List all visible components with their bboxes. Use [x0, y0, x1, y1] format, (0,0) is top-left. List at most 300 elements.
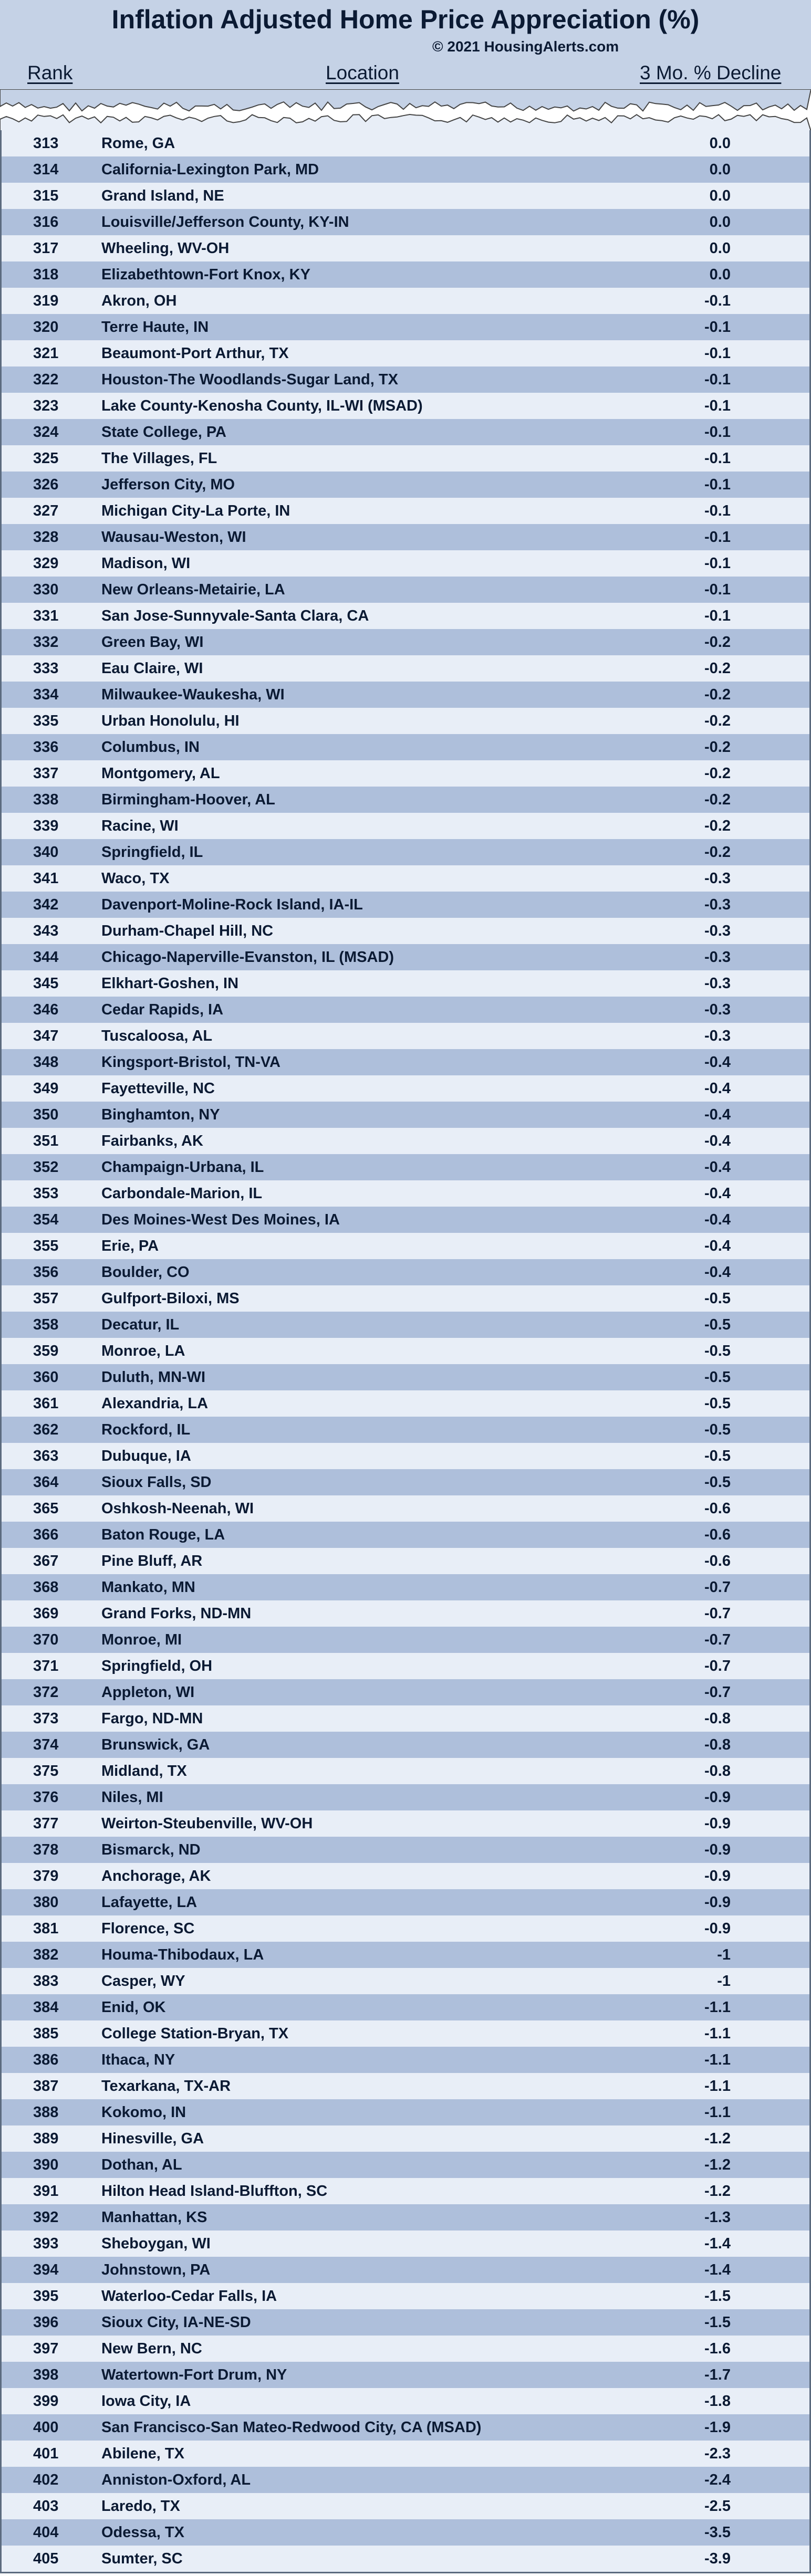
decline-cell: -0.1 — [704, 371, 731, 388]
decline-cell: -0.1 — [704, 292, 731, 309]
decline-cell: -0.3 — [704, 1001, 731, 1018]
table-row — [2, 603, 809, 629]
decline-cell: -1.1 — [704, 2025, 731, 2042]
location-cell: Lake County-Kenosha County, IL-WI (MSAD) — [101, 397, 423, 414]
decline-cell: -0.1 — [704, 319, 731, 336]
location-cell: Gulfport-Biloxi, MS — [101, 1290, 240, 1307]
rank-cell: 339 — [33, 818, 59, 834]
rank-cell: 322 — [33, 371, 59, 388]
rank-cell: 349 — [33, 1080, 59, 1097]
rank-cell: 365 — [33, 1500, 59, 1517]
table-row — [2, 1679, 809, 1705]
table-row — [2, 235, 809, 261]
table-row — [2, 1548, 809, 1574]
decline-cell: -0.1 — [704, 555, 731, 572]
decline-cell: -0.7 — [704, 1605, 731, 1622]
decline-cell: -0.9 — [704, 1841, 731, 1858]
table-row — [2, 1023, 809, 1049]
decline-cell: -0.5 — [704, 1474, 731, 1491]
table-row — [2, 366, 809, 393]
table-row — [2, 1102, 809, 1128]
table-row — [2, 1338, 809, 1364]
location-cell: Hinesville, GA — [101, 2130, 204, 2147]
table-row — [2, 1574, 809, 1600]
location-cell: Milwaukee-Waukesha, WI — [101, 686, 285, 703]
location-cell: Midland, TX — [101, 1763, 187, 1779]
decline-cell: -1.9 — [704, 2419, 731, 2436]
location-cell: Manhattan, KS — [101, 2209, 207, 2226]
rank-cell: 347 — [33, 1028, 59, 1044]
table-row — [2, 1522, 809, 1548]
location-cell: Rockford, IL — [101, 1421, 191, 1438]
rank-cell: 355 — [33, 1238, 59, 1254]
table-row — [2, 1259, 809, 1285]
location-cell: Davenport-Moline-Rock Island, IA-IL — [101, 896, 363, 913]
rank-cell: 374 — [33, 1736, 59, 1753]
rank-cell: 329 — [33, 555, 59, 572]
location-cell: Tuscaloosa, AL — [101, 1028, 213, 1044]
location-cell: Champaign-Urbana, IL — [101, 1159, 264, 1176]
decline-cell: -1.5 — [704, 2314, 731, 2331]
rank-cell: 320 — [33, 319, 59, 336]
table-row — [2, 760, 809, 787]
rank-cell: 315 — [33, 187, 59, 204]
decline-cell: -0.4 — [704, 1211, 731, 1228]
location-cell: Lafayette, LA — [101, 1894, 197, 1911]
location-cell: Monroe, MI — [101, 1631, 182, 1648]
rank-cell: 351 — [33, 1133, 59, 1149]
table-row — [2, 1705, 809, 1732]
location-cell: Bismarck, ND — [101, 1841, 201, 1858]
table-row — [2, 2493, 809, 2519]
location-cell: Florence, SC — [101, 1920, 195, 1937]
torn-edge-divider — [0, 89, 811, 131]
rank-cell: 384 — [33, 1999, 59, 2016]
table-row — [2, 892, 809, 918]
decline-cell: -0.7 — [704, 1631, 731, 1648]
decline-cell: -0.5 — [704, 1290, 731, 1307]
rank-cell: 334 — [33, 686, 59, 703]
location-cell: Oshkosh-Neenah, WI — [101, 1500, 254, 1517]
location-cell: Urban Honolulu, HI — [101, 713, 240, 729]
rank-cell: 353 — [33, 1185, 59, 1202]
table-row — [2, 2020, 809, 2047]
table-row — [2, 1312, 809, 1338]
table-row — [2, 1889, 809, 1915]
table-row — [2, 1443, 809, 1469]
rank-cell: 313 — [33, 135, 59, 152]
table-row — [2, 865, 809, 892]
table-row — [2, 314, 809, 340]
location-cell: Kingsport-Bristol, TN-VA — [101, 1054, 280, 1071]
table-row — [2, 2309, 809, 2336]
rank-cell: 342 — [33, 896, 59, 913]
table-row — [2, 1968, 809, 1994]
table-row — [2, 997, 809, 1023]
location-cell: Houma-Thibodaux, LA — [101, 1946, 264, 1963]
rank-cell: 318 — [33, 266, 59, 283]
rank-cell: 321 — [33, 345, 59, 362]
table-row — [2, 2047, 809, 2073]
location-cell: Dothan, AL — [101, 2156, 182, 2173]
table-row — [2, 839, 809, 865]
rank-cell: 393 — [33, 2235, 59, 2252]
location-cell: Decatur, IL — [101, 1316, 180, 1333]
rank-cell: 383 — [33, 1973, 59, 1989]
location-cell: Duluth, MN-WI — [101, 1369, 206, 1386]
rank-cell: 369 — [33, 1605, 59, 1622]
table-row — [2, 1180, 809, 1207]
location-cell: Hilton Head Island-Bluffton, SC — [101, 2183, 328, 2200]
decline-cell: -0.3 — [704, 949, 731, 966]
rank-cell: 375 — [33, 1763, 59, 1779]
rank-cell: 346 — [33, 1001, 59, 1018]
table-row — [2, 1758, 809, 1784]
rank-cell: 319 — [33, 292, 59, 309]
decline-cell: -0.2 — [704, 844, 731, 861]
rank-cell: 401 — [33, 2445, 59, 2462]
decline-cell: -1.1 — [704, 2051, 731, 2068]
table-row — [2, 2073, 809, 2099]
table-row — [2, 1233, 809, 1259]
rank-cell: 340 — [33, 844, 59, 861]
table-row — [2, 708, 809, 734]
location-cell: Chicago-Naperville-Evanston, IL (MSAD) — [101, 949, 394, 966]
table-row — [2, 2388, 809, 2414]
decline-cell: -0.4 — [704, 1054, 731, 1071]
rank-cell: 328 — [33, 529, 59, 546]
location-cell: Louisville/Jefferson County, KY-IN — [101, 214, 349, 231]
decline-cell: -2.3 — [704, 2445, 731, 2462]
rank-cell: 388 — [33, 2104, 59, 2121]
rank-cell: 378 — [33, 1841, 59, 1858]
location-cell: Columbus, IN — [101, 739, 200, 756]
location-cell: Monroe, LA — [101, 1343, 185, 1359]
location-cell: Michigan City-La Porte, IN — [101, 502, 290, 519]
rank-cell: 337 — [33, 765, 59, 782]
rank-cell: 348 — [33, 1054, 59, 1071]
rank-cell: 323 — [33, 397, 59, 414]
rank-cell: 363 — [33, 1448, 59, 1464]
decline-cell: -0.7 — [704, 1684, 731, 1701]
location-cell: Mankato, MN — [101, 1579, 195, 1596]
table-row — [2, 1784, 809, 1810]
table-row — [2, 445, 809, 472]
rank-cell: 386 — [33, 2051, 59, 2068]
location-cell: Waterloo-Cedar Falls, IA — [101, 2288, 277, 2305]
decline-cell: -0.4 — [704, 1133, 731, 1149]
ranking-table — [0, 130, 811, 2573]
location-cell: State College, PA — [101, 424, 226, 441]
location-cell: Grand Forks, ND-MN — [101, 1605, 252, 1622]
table-row — [2, 2152, 809, 2178]
location-cell: Alexandria, LA — [101, 1395, 209, 1412]
table-row — [2, 498, 809, 524]
decline-cell: -0.2 — [704, 765, 731, 782]
location-cell: Odessa, TX — [101, 2524, 184, 2541]
location-cell: Niles, MI — [101, 1789, 163, 1806]
table-row — [2, 261, 809, 288]
location-cell: Watertown-Fort Drum, NY — [101, 2366, 287, 2383]
table-row — [2, 472, 809, 498]
rank-cell: 397 — [33, 2340, 59, 2357]
decline-cell: -0.4 — [704, 1264, 731, 1281]
rank-cell: 373 — [33, 1710, 59, 1727]
table-row — [2, 209, 809, 235]
location-cell: Racine, WI — [101, 818, 179, 834]
rank-cell: 335 — [33, 713, 59, 729]
table-row — [2, 1942, 809, 1968]
decline-cell: -0.8 — [704, 1710, 731, 1727]
location-cell: Kokomo, IN — [101, 2104, 186, 2121]
decline-cell: -0.2 — [704, 634, 731, 651]
table-row — [2, 970, 809, 997]
table-row — [2, 1495, 809, 1522]
decline-cell: -1.2 — [704, 2130, 731, 2147]
decline-cell: -0.4 — [704, 1106, 731, 1123]
decline-cell: -0.3 — [704, 975, 731, 992]
decline-cell: -3.5 — [704, 2524, 731, 2541]
table-row — [2, 577, 809, 603]
location-cell: Enid, OK — [101, 1999, 166, 2016]
rank-cell: 366 — [33, 1526, 59, 1543]
rank-cell: 399 — [33, 2393, 59, 2410]
decline-cell: -0.5 — [704, 1316, 731, 1333]
location-cell: Madison, WI — [101, 555, 191, 572]
table-row — [2, 156, 809, 183]
table-row — [2, 1154, 809, 1180]
decline-cell: -0.5 — [704, 1369, 731, 1386]
table-row — [2, 2231, 809, 2257]
decline-cell: -1.8 — [704, 2393, 731, 2410]
decline-cell: -0.3 — [704, 923, 731, 939]
rank-cell: 331 — [33, 608, 59, 624]
table-row — [2, 340, 809, 366]
decline-cell: 0.0 — [709, 266, 731, 283]
location-cell: Jefferson City, MO — [101, 476, 235, 493]
rank-cell: 371 — [33, 1658, 59, 1674]
rank-cell: 405 — [33, 2550, 59, 2567]
location-cell: San Francisco-San Mateo-Redwood City, CA (MSAD) — [101, 2419, 482, 2436]
decline-cell: -1.4 — [704, 2261, 731, 2278]
location-cell: Terre Haute, IN — [101, 319, 209, 336]
column-header-rank: Rank — [27, 62, 73, 83]
rank-cell: 392 — [33, 2209, 59, 2226]
location-cell: Weirton-Steubenville, WV-OH — [101, 1815, 313, 1832]
table-row — [2, 2546, 809, 2572]
table-row — [2, 183, 809, 209]
table-row — [2, 734, 809, 760]
location-cell: Laredo, TX — [101, 2498, 180, 2515]
decline-cell: -1.1 — [704, 2104, 731, 2121]
location-cell: Sheboygan, WI — [101, 2235, 211, 2252]
decline-cell: -0.7 — [704, 1658, 731, 1674]
location-cell: California-Lexington Park, MD — [101, 161, 319, 178]
table-row — [2, 2178, 809, 2204]
rank-cell: 333 — [33, 660, 59, 677]
rank-cell: 343 — [33, 923, 59, 939]
decline-cell: -1.1 — [704, 2078, 731, 2095]
location-cell: Durham-Chapel Hill, NC — [101, 923, 274, 939]
rank-cell: 372 — [33, 1684, 59, 1701]
rank-cell: 387 — [33, 2078, 59, 2095]
rank-cell: 357 — [33, 1290, 59, 1307]
decline-cell: -1.1 — [704, 1999, 731, 2016]
decline-cell: -1.2 — [704, 2183, 731, 2200]
rank-cell: 362 — [33, 1421, 59, 1438]
table-row — [2, 393, 809, 419]
decline-cell: -0.4 — [704, 1238, 731, 1254]
location-cell: Johnstown, PA — [101, 2261, 211, 2278]
table-row — [2, 288, 809, 314]
table-row — [2, 2336, 809, 2362]
location-cell: Montgomery, AL — [101, 765, 220, 782]
decline-cell: -2.5 — [704, 2498, 731, 2515]
table-row — [2, 2204, 809, 2231]
rank-cell: 400 — [33, 2419, 59, 2436]
decline-cell: -0.1 — [704, 529, 731, 546]
location-cell: New Bern, NC — [101, 2340, 202, 2357]
table-row — [2, 2441, 809, 2467]
location-cell: Green Bay, WI — [101, 634, 204, 651]
location-cell: Wausau-Weston, WI — [101, 529, 246, 546]
location-cell: Sumter, SC — [101, 2550, 183, 2567]
decline-cell: -0.9 — [704, 1894, 731, 1911]
location-cell: Erie, PA — [101, 1238, 159, 1254]
rank-cell: 403 — [33, 2498, 59, 2515]
decline-cell: -1 — [717, 1973, 731, 1989]
decline-cell: -0.7 — [704, 1579, 731, 1596]
table-row — [2, 1837, 809, 1863]
location-cell: Akron, OH — [101, 292, 177, 309]
decline-cell: 0.0 — [709, 240, 731, 257]
location-cell: Texarkana, TX-AR — [101, 2078, 231, 2095]
table-row — [2, 1994, 809, 2020]
table-row — [2, 813, 809, 839]
decline-cell: -0.1 — [704, 424, 731, 441]
table-row — [2, 1627, 809, 1653]
rank-cell: 376 — [33, 1789, 59, 1806]
decline-cell: -0.1 — [704, 476, 731, 493]
rank-cell: 316 — [33, 214, 59, 231]
table-row — [2, 682, 809, 708]
location-cell: Grand Island, NE — [101, 187, 224, 204]
rank-cell: 354 — [33, 1211, 59, 1228]
location-cell: College Station-Bryan, TX — [101, 2025, 289, 2042]
rank-cell: 325 — [33, 450, 59, 467]
table-row — [2, 1285, 809, 1312]
table-row — [2, 2125, 809, 2152]
rank-cell: 350 — [33, 1106, 59, 1123]
rank-cell: 314 — [33, 161, 59, 178]
location-cell: Pine Bluff, AR — [101, 1553, 203, 1569]
table-row — [2, 1863, 809, 1889]
decline-cell: -0.8 — [704, 1763, 731, 1779]
decline-cell: -1.3 — [704, 2209, 731, 2226]
table-header — [0, 0, 811, 92]
rank-cell: 389 — [33, 2130, 59, 2147]
table-row — [2, 1469, 809, 1495]
table-row — [2, 1364, 809, 1390]
table-row — [2, 1128, 809, 1154]
table-row — [2, 1075, 809, 1102]
decline-cell: -0.9 — [704, 1815, 731, 1832]
table-row — [2, 944, 809, 970]
table-row — [2, 1915, 809, 1942]
table-row — [2, 1207, 809, 1233]
decline-cell: -0.4 — [704, 1185, 731, 1202]
table-row — [2, 419, 809, 445]
decline-cell: -0.8 — [704, 1736, 731, 1753]
location-cell: Sioux City, IA-NE-SD — [101, 2314, 251, 2331]
location-cell: Eau Claire, WI — [101, 660, 203, 677]
table-row — [2, 1600, 809, 1627]
rank-cell: 377 — [33, 1815, 59, 1832]
location-cell: Anchorage, AK — [101, 1868, 211, 1884]
location-cell: Rome, GA — [101, 135, 175, 152]
copyright-notice: © 2021 HousingAlerts.com — [432, 38, 619, 55]
location-cell: Waco, TX — [101, 870, 170, 887]
rank-cell: 326 — [33, 476, 59, 493]
location-cell: Boulder, CO — [101, 1264, 190, 1281]
table-row — [2, 1417, 809, 1443]
rank-cell: 356 — [33, 1264, 59, 1281]
decline-cell: 0.0 — [709, 214, 731, 231]
decline-cell: -1.7 — [704, 2366, 731, 2383]
rank-cell: 359 — [33, 1343, 59, 1359]
rank-cell: 364 — [33, 1474, 59, 1491]
rank-cell: 395 — [33, 2288, 59, 2305]
location-cell: Springfield, OH — [101, 1658, 213, 1674]
rank-cell: 370 — [33, 1631, 59, 1648]
decline-cell: -0.3 — [704, 896, 731, 913]
column-header-location: Location — [326, 62, 399, 83]
decline-cell: -0.3 — [704, 870, 731, 887]
decline-cell: -1.5 — [704, 2288, 731, 2305]
location-cell: Houston-The Woodlands-Sugar Land, TX — [101, 371, 398, 388]
decline-cell: -0.2 — [704, 713, 731, 729]
location-cell: Birmingham-Hoover, AL — [101, 791, 275, 808]
location-cell: Cedar Rapids, IA — [101, 1001, 224, 1018]
table-row — [2, 2519, 809, 2546]
decline-cell: -0.2 — [704, 739, 731, 756]
rank-cell: 379 — [33, 1868, 59, 1884]
decline-cell: -0.3 — [704, 1028, 731, 1044]
table-row — [2, 629, 809, 655]
rank-cell: 367 — [33, 1553, 59, 1569]
decline-cell: -0.6 — [704, 1526, 731, 1543]
location-cell: Beaumont-Port Arthur, TX — [101, 345, 289, 362]
decline-cell: -0.1 — [704, 581, 731, 598]
table-row — [2, 524, 809, 550]
location-cell: The Villages, FL — [101, 450, 217, 467]
rank-cell: 394 — [33, 2261, 59, 2278]
table-row — [2, 2257, 809, 2283]
rank-cell: 317 — [33, 240, 59, 257]
location-cell: Fairbanks, AK — [101, 1133, 203, 1149]
rank-cell: 396 — [33, 2314, 59, 2331]
location-cell: Elizabethtown-Fort Knox, KY — [101, 266, 310, 283]
rank-cell: 358 — [33, 1316, 59, 1333]
location-cell: Binghamton, NY — [101, 1106, 220, 1123]
table-row — [2, 130, 809, 156]
decline-cell: -0.2 — [704, 818, 731, 834]
decline-cell: -0.1 — [704, 502, 731, 519]
table-row — [2, 918, 809, 944]
decline-cell: 0.0 — [709, 161, 731, 178]
decline-cell: -0.1 — [704, 397, 731, 414]
decline-cell: -0.9 — [704, 1868, 731, 1884]
